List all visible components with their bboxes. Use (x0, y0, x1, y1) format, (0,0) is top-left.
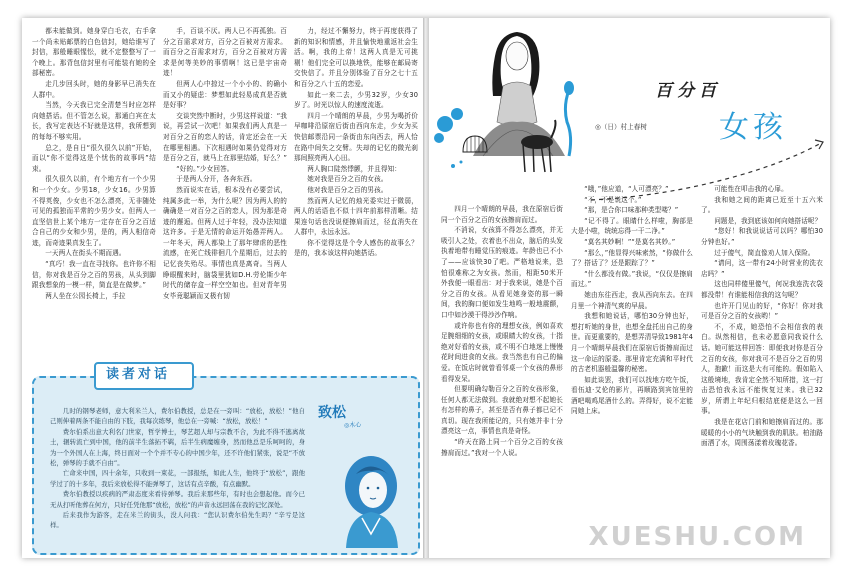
paragraph: 不消说，女孩算不得怎么漂亮，并无吸引人之处，衣着也不出众，脑后的头发执着地带有睡觉压的痕迹。年龄也已不小了——应该快30了吧。严格地说来，恐怕很难称之为女孩。然而，相距50米开外我便一眼看出：对于我来说，她是个百分之百的女孩。从看见她身姿的那一瞬间，我的胸口便如发生地鸣一般地震颤，口中如沙漠干得沙沙作响。 (441, 226, 563, 319)
paragraph: 但两人心中掠过一个小小的、的确小而又小的疑虑：梦想如此轻易成真是否就是好事？ (163, 79, 287, 110)
left-page (22, 18, 425, 558)
paragraph: 然而说实在话，根本没有必要尝试，纯属多此一举，为什么呢？因为两人的的确确是一对百分之百的恋人，因为那是奇迹的邂逅。但两人过于年轻，没办法知道这许多。于是无情的命运开始愚弄两人。一年冬天，两人都染上了那年肆虐的恶性流感，在死亡线徘徊几个星期后，过去的记忆丧失殆尽。事情也真是离奇。当两人睁眼醒来时，脑袋里犹如D.H.劳伦斯少年时代的储存盒一样空空如也。但对青年男女毕竟聪颖而又极有韧 (163, 185, 287, 300)
paragraph: 过于傻气，简直像劝人加入保险。 (714, 248, 815, 257)
paragraph: “不，不是说这个。” (584, 195, 642, 204)
paragraph: 走几步回头时，她的身影早已消失在人群中。 (32, 79, 156, 99)
paragraph: 两人坐在公园长椅上，手拉 (45, 291, 126, 300)
paragraph: 很久很久以前，有个地方有一个少男和一个少女。少男18，少女16。少男算不得英俊，少女也不怎么漂亮，无非随处可见的孤独而平常的少男少女。但两人一直坚信世上某个地方一定存在百分之百适合自己的少女和少男，是的，两人相信奇迹，而奇迹果真发生了。 (32, 175, 156, 247)
paragraph: 四月一个晴朗的早晨，少男为喝折价早咖啡沿原宿后街由西向东走，少女为买快信邮票沿同一条街由东向西去，两人恰在路中间失之交臂。失却的记忆的微光刹那间照亮两人心田。 (294, 111, 418, 163)
paragraph: 都未能做到。她身穿白毛衣，右手拿一个尚未贴邮票的白色信封，她给谁写了封信，那般睡眼惺忪，就不定整整写了一个晚上。那背包信封里有可能装有她的全部秘密。 (32, 27, 156, 78)
reader-box-author: ◎木心 (344, 422, 362, 429)
paragraph: 这也同样傻里傻气，何况我连洗衣袋都没带！有谁能相信我的这句呢？ (701, 280, 823, 299)
paragraph: “什么都没有做。”我说，“仅仅是擦肩而过。” (571, 269, 693, 289)
paragraph: 不，不成，她恐怕不会相信我的表白。纵然相信，也未必愿意同我说什么话。她可能这样回答：即便我对你是百分之百的女孩，你对我可不是百分之百的男人，抱歉！而这是大有可能的。假如陷入这般境地，我肯定全然不知所措，这一打击恐怕我永远不能恢复过来。我已32岁，所谓上年纪归根结底便是这么一回事。 (701, 322, 823, 416)
paragraph: 亡命来中国，四十余年，只收到一束花，一部报纸，如此人生，他终于“放松”，跟他学过了的十多年，我后来放松得不能弹琴了，这话有点辛酸，有点幽默。 (50, 469, 305, 488)
paragraph: 费尔伯教授以疾病的严肃态度来看待弹琴。我后来那些年，有时也会想起他。而今已无从打听他葬在何方，只好任凭他那“放松，放松”的声音永远回荡在我的记忆深处。 (50, 490, 305, 509)
paragraph: 问题是，我到底该如何向她搭话呢？ (714, 216, 822, 225)
site-watermark: XUESHU.COM (588, 522, 806, 552)
paragraph: “记不得了。眼睛什么样啦，胸部是大是小啦，统统忘得一干二净。” (571, 216, 693, 236)
paragraph: 几时的钢琴老师，意大利米兰人，费尔伯教授，总是在一旁叫：“放松，放松！”他自己则伸着两条不能自由的下肢，我每次练琴，他总在一旁喊：“放松，放松！” (50, 407, 305, 426)
girl-portrait-illustration (326, 438, 416, 548)
paragraph: 如此一来二去，少男32岁，少女30岁了。时光以惊人的速度流逝。 (294, 90, 418, 110)
paragraph: 她由东往西走，我从西向东去。在四月里一个神清气爽的早晨。 (571, 290, 693, 310)
article-byline: ◎（日）村上春树 (595, 123, 647, 131)
paragraph: 她对我是百分之百的女孩。 (307, 175, 388, 184)
paragraph: 后来我作为游客，走在米兰的街头，没人问我：“您认识费尔伯先生吗？”辛亏是这样。 (50, 511, 305, 530)
paragraph: 总之，是自日“很久很久以前”开始，而以“你不觉得这是个忧伤的故事吗”结束。 (32, 143, 156, 173)
paragraph: 四月一个晴朗的早晨，我在原宿后街同一个百分之百的女孩擦肩而过。 (441, 205, 563, 224)
reader-dialogue-box (32, 376, 420, 555)
reader-dialogue-label: 读者对话 (106, 367, 171, 382)
paragraph: “请问，这一带有24小时营业的洗衣店吗？” (701, 259, 823, 278)
paragraph: 手，百谈不厌。两人已不再孤独。百分之百需求对方，百分之百被对方需求。而百分之百需求对方，百分之百被对方需求是何等美妙的事情啊！这已是宇宙奇迹！ (163, 27, 287, 78)
paragraph: “昨天在路上同一个百分之百的女孩擦肩而过。”我对一个人说。 (441, 438, 563, 457)
paragraph: “那么，”他显得兴味索然，“你做什么了？搭话了？还是跟踪了？” (571, 248, 693, 268)
paragraph: 也许开门见山的好，“你好！你对我可是百分之百的女孩哟！” (701, 301, 823, 321)
paragraph: 或许你也有你的理想女孩，例如喜欢足腕细细的女孩，或眼睛大的女孩，十指绝对好看的女孩，或不明不白地迷上慢慢花时间进食的女孩。我当然也有自己的偏爱。在饭店时就曾看邻桌一个女孩的鼻形看得发呆。 (441, 321, 563, 383)
paragraph: 你不觉得这是个令人感伤的故事么？是的，我本该这样向她搭话。 (294, 238, 418, 258)
woman-deer-illustration (433, 26, 593, 176)
paragraph: “真巧！我一直在寻找你。也许你不相信，你对我是百分之百的男孩，从头到脚跟我想象的一模一样，简直是在做梦。” (32, 260, 156, 290)
left-column-2 (163, 26, 287, 366)
right-column-3 (701, 184, 823, 550)
paragraph: 我是在花店门前和她擦肩而过的。那暖暖的小小的气块触到我的肌肤。柏油路面洒了水，周围荡漾着玫瑰花香。 (701, 418, 823, 448)
paragraph: 他对我是百分之百的男孩。 (307, 185, 388, 194)
paragraph: “好的。”少女回答。 (176, 164, 234, 173)
paragraph: 两人胸口陡然悸颤，并且得知： (307, 164, 401, 173)
magazine-spread (22, 18, 830, 558)
paragraph: 交谈突然中断时，少男这样说道：“我说，再尝试一次吧！如果我们两人真是一对百分之百的恋人的话，肯定还会在一天在哪里相遇。下次相遇时如果仍觉得对方是百分之百，就马上在那里结婚，好么？” (163, 111, 287, 163)
paragraph: 但要明确勾勒百分之百的女孩形象，任何人都无法做到。我就绝对想不起她长有怎样的鼻子，甚至是否有鼻子都已记不真切。现在我所能记的，只有她并非十分漂亮这一点，事情也真是奇怪。 (441, 385, 563, 436)
paragraph: 一天两人在街头不期而遇。 (45, 249, 126, 258)
reader-box-title: 致松 (318, 405, 346, 421)
right-page (427, 18, 830, 558)
reader-box-text (50, 406, 305, 551)
paragraph: 于是两人分开，各奔东西。 (176, 175, 257, 184)
paragraph: 我和她之间的距离已近至十五六米了。 (701, 195, 823, 215)
paragraph: “哦，”他应道，“人可漂亮？” (584, 185, 669, 193)
paragraph: 当然，今天我已完全清楚当时应怎样向她搭话。但不管怎么说，那通白宾在太长，我写定表达不好就是这样，我所想到的每每不够实用。 (32, 101, 156, 141)
left-column-1 (32, 26, 156, 366)
paragraph: “那，是合你口味那种类型喽？” (584, 206, 679, 215)
article-title-small: 百分百 (655, 81, 721, 101)
paragraph: “您好！和我说说话可以吗？哪怕30分钟也好。” (701, 227, 823, 246)
paragraph: 如此谈罢，我们可以找地方吃午饭，看伍迪·艾伦的影片，再顺路到宾馆里的酒吧喝鸡尾酒什么的。弄得好，说不定能同她上床。 (571, 375, 693, 416)
right-column-1 (441, 204, 563, 550)
paragraph: 力，经过不懈努力，终于再度获得了新的知识和情感，并且愉快地重返社会生活。啊，我的上帝！这两人真是无可挑剔！他们完全可以换地铁，能够在邮局寄交快信了。并且分别体验了百分之七十五和百分之八十五的恋爱。 (294, 27, 418, 88)
paragraph: 然而两人记忆的烛光委实过于微弱，两人的话语也不似十四年前那样清晰。结果连句话也没说便擦肩而过，径直消失在人群中，永远永远。 (294, 196, 418, 237)
right-column-2 (571, 184, 693, 550)
left-column-3 (294, 26, 418, 366)
reader-dialogue-tab (94, 362, 194, 390)
paragraph: 可能性在叩击我的心扉。 (714, 185, 788, 193)
article-title-main: 女孩 (719, 110, 787, 145)
paragraph: 费尔伯系出意大利名门世家，哲学博士，琴艺超人却与宗教不合，为此不得不逃离故土，辗转流亡到中国，他的前半生落拓不羁，后半生病魔缠身，然而他总是乐呵呵的，身为一个外国人在上海，终日面对一个个并不专心的中国少年，还不许他们紧张，说是“不放松，弹琴的手就不自由”。 (50, 427, 305, 468)
paragraph: 我想和她说话，哪怕30分钟也好，想打听她的身世，也想全盘托出自己的身世。而更重要的，是想弄清导致1981年4月一个晴朗早晨我们在原宿后街擦肩而过这一命运的原委。那里肯定充满和平时代的古老机器般温馨的秘密。 (571, 312, 693, 374)
paragraph: “莫名其妙啊！”“是莫名其妙。” (584, 237, 676, 246)
